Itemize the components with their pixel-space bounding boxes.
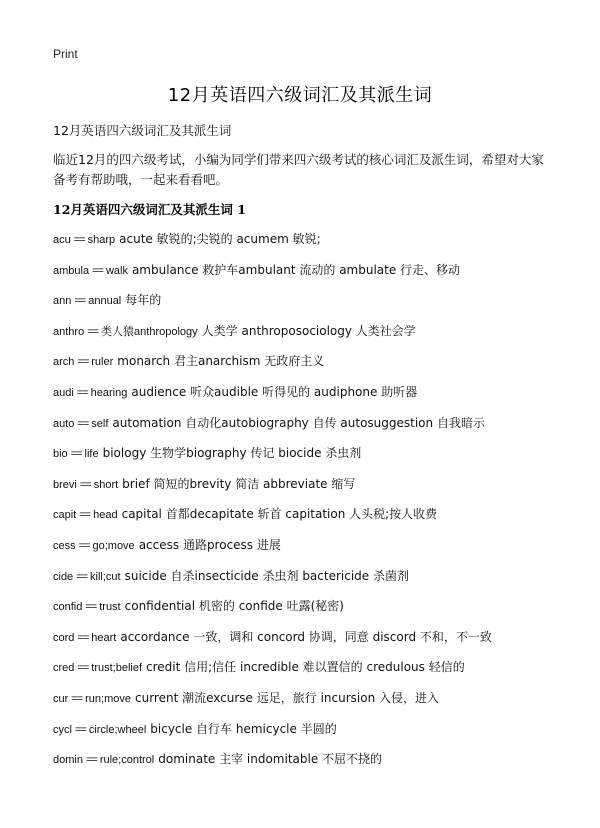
entry-root: confid [53,601,83,614]
equals-sign: == [79,478,91,491]
entry-meaning: circle;wheel [88,723,147,736]
entry-derivatives: bicycle 自行车 hemicycle 半圆的 [150,721,337,736]
vocab-entry [53,626,583,657]
equals-sign: == [76,386,88,399]
entry-root: cide [53,570,74,583]
equals-sign: == [71,692,83,705]
entry-root: cess [53,539,76,552]
entry-derivatives: acute 敏锐的;尖锐的 acumem 敏锐; [119,232,321,246]
entry-root: acu [53,234,71,246]
entry-root: audi [53,386,74,399]
entry-derivatives: 每年的 [125,293,162,308]
entry-derivatives: biology 生物学biography 传记 biocide 杀虫剂 [102,446,362,461]
vocab-entry [53,381,583,412]
intro-paragraph: 临近12月的四六级考试，小编为同学们带来四六级考试的核心词汇及派生词，希望对大家备考有帮助哦，一起来看看吧。 [53,152,544,187]
entry-meaning: life [84,448,99,461]
vocab-entry [53,320,583,351]
entry-root: brevi [53,478,77,491]
entry-derivatives: 人类学 anthroposociology 人类社会学 [201,323,416,338]
equals-sign: == [77,631,89,644]
entry-root: ann [53,295,72,308]
equals-sign: == [87,325,99,338]
entry-derivatives: confidential 机密的 confide 吐露(秘密) [124,599,344,614]
section-heading: 12月英语四六级词汇及其派生词 1 [53,202,246,217]
vocab-entry [53,228,583,259]
entry-root: ambula [53,264,90,277]
vocab-entry [53,350,583,381]
vocab-entry [53,259,583,290]
equals-sign: == [92,264,103,277]
vocab-entry [53,748,583,779]
entry-meaning: heart [91,631,117,644]
vocab-entry [53,503,583,534]
equals-sign: == [70,448,82,461]
vocab-entry [53,656,583,687]
entry-derivatives: audience 听众audible 听得见的 audiphone 助听器 [131,384,418,399]
entry-derivatives: credit 信用;信任 incredible 难以置信的 credulous 轻信的 [146,660,465,675]
entry-meaning: sharp [87,234,116,246]
equals-sign: == [85,601,97,614]
entry-derivatives: brief 简短的brevity 简洁 abbreviate 缩写 [122,476,356,491]
entry-derivatives: suicide 自杀insecticide 杀虫剂 bactericide 杀菌剂 [124,568,409,583]
equals-sign: == [77,417,89,430]
vocab-entry [53,718,583,749]
entry-meaning: trust [99,601,121,614]
equals-sign: == [79,509,91,522]
entry-derivatives: ambulance 救护车ambulant 流动的 ambulate 行走、移动 [131,262,461,277]
entry-root: domin [53,754,83,767]
entry-meaning: ruler [91,356,114,369]
vocabulary-list [53,228,583,779]
equals-sign: == [77,662,89,675]
entry-derivatives: dominate 主宰 indomitable 不屈不挠的 [158,752,383,767]
entry-meaning: walk [105,264,128,277]
vocab-entry [53,442,583,473]
entry-meaning: self [91,417,109,430]
entry-root: arch [53,356,75,369]
entry-derivatives: monarch 君主anarchism 无政府主义 [117,354,325,369]
entry-root: auto [53,417,75,430]
entry-meaning: short [93,478,119,491]
equals-sign: == [78,539,90,552]
equals-sign: == [77,356,89,369]
entry-meaning: run;move [85,692,131,705]
entry-derivatives: access 通路process 进展 [138,537,281,552]
entry-meaning: 类人猿anthropology [101,325,198,338]
entry-derivatives: capital 首都decapitate 斩首 capitation 人头税;按人收费 [121,507,438,522]
entry-derivatives: accordance 一致，调和 concord 协调，同意 discord 不和，不一致 [120,629,492,644]
entry-meaning: go;move [92,539,135,552]
vocab-entry [53,687,583,718]
entry-root: cred [53,662,75,675]
vocab-entry [53,473,583,504]
entry-meaning: rule;control [99,754,155,767]
equals-sign: == [73,234,85,246]
entry-derivatives: current 潮流excurse 远足，旅行 incursion 入侵，进入 [135,690,439,705]
article-subtitle: 12月英语四六级词汇及其派生词 [53,123,232,138]
entry-meaning: kill;cut [90,570,121,583]
entry-meaning: annual [88,295,122,308]
entry-meaning: hearing [90,386,128,399]
equals-sign: == [74,723,86,736]
entry-root: capit [53,509,77,522]
print-link[interactable]: Print [53,47,78,61]
page-title: 12月英语四六级词汇及其派生词 [167,85,433,106]
entry-root: cur [53,692,69,705]
entry-derivatives: automation 自动化autobiography 自传 autosuggestion 自我暗示 [112,415,485,430]
vocab-entry [53,412,583,443]
entry-root: anthro [53,325,85,338]
vocab-entry [53,534,583,565]
entry-meaning: trust;belief [91,662,143,675]
vocab-entry [53,565,583,596]
entry-root: bio [53,448,68,461]
entry-root: cord [53,631,75,644]
equals-sign: == [76,570,88,583]
equals-sign: == [85,754,97,767]
entry-root: cycl [53,723,72,736]
vocab-entry [53,289,583,320]
entry-meaning: head [93,509,118,522]
vocab-entry [53,595,583,626]
equals-sign: == [74,295,86,308]
